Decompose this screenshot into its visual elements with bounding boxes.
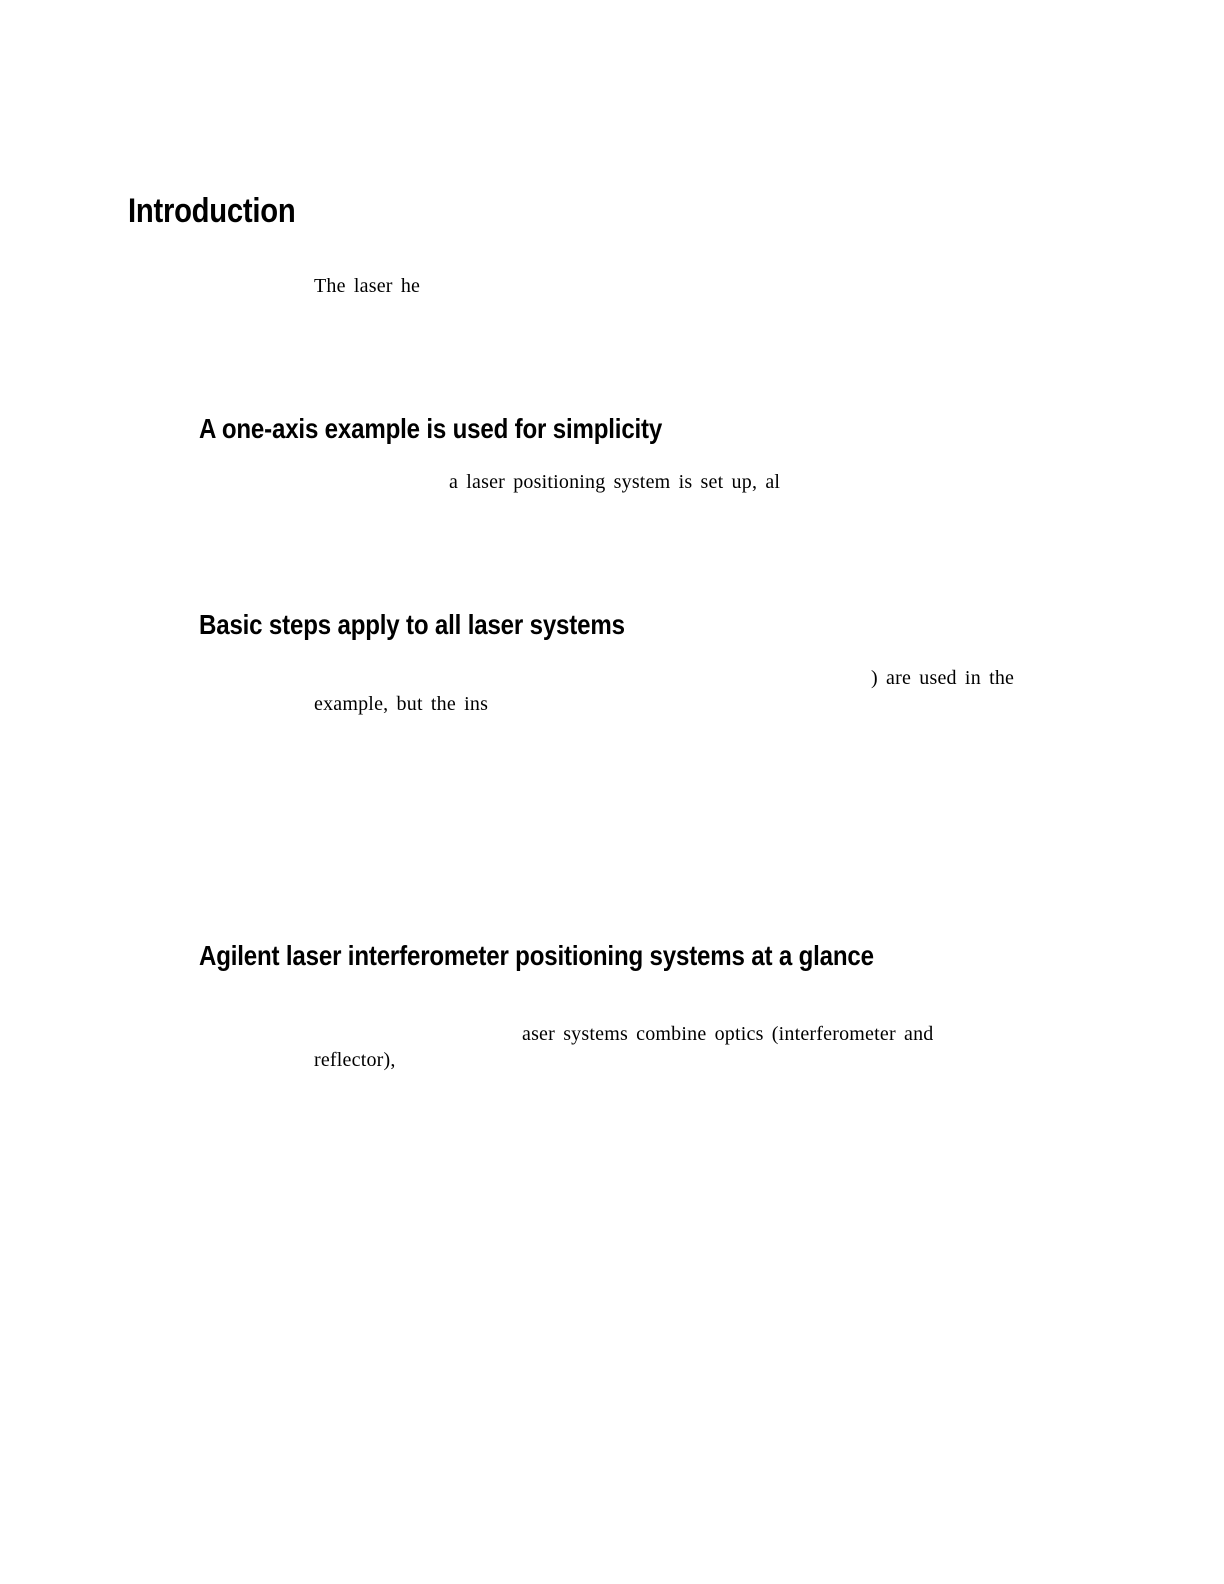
- basic-steps-text-line-2: example, but the ins: [314, 693, 489, 715]
- section-title-introduction: Introduction: [128, 192, 296, 230]
- introduction-text-line-1: The laser he: [314, 275, 421, 297]
- section-title-one-axis-example: A one-axis example is used for simplicity: [199, 413, 663, 444]
- basic-steps-text-line-1: ) are used in the: [871, 667, 1015, 689]
- section-title-agilent-systems: Agilent laser interferometer positioning systems at a glance: [199, 940, 874, 971]
- one-axis-text-line-1: a laser positioning system is set up, al: [449, 471, 781, 493]
- agilent-systems-text-line-2: reflector),: [314, 1049, 396, 1071]
- section-title-basic-steps: Basic steps apply to all laser systems: [199, 609, 625, 640]
- agilent-systems-text-line-1: aser systems combine optics (interferometer and: [522, 1023, 934, 1045]
